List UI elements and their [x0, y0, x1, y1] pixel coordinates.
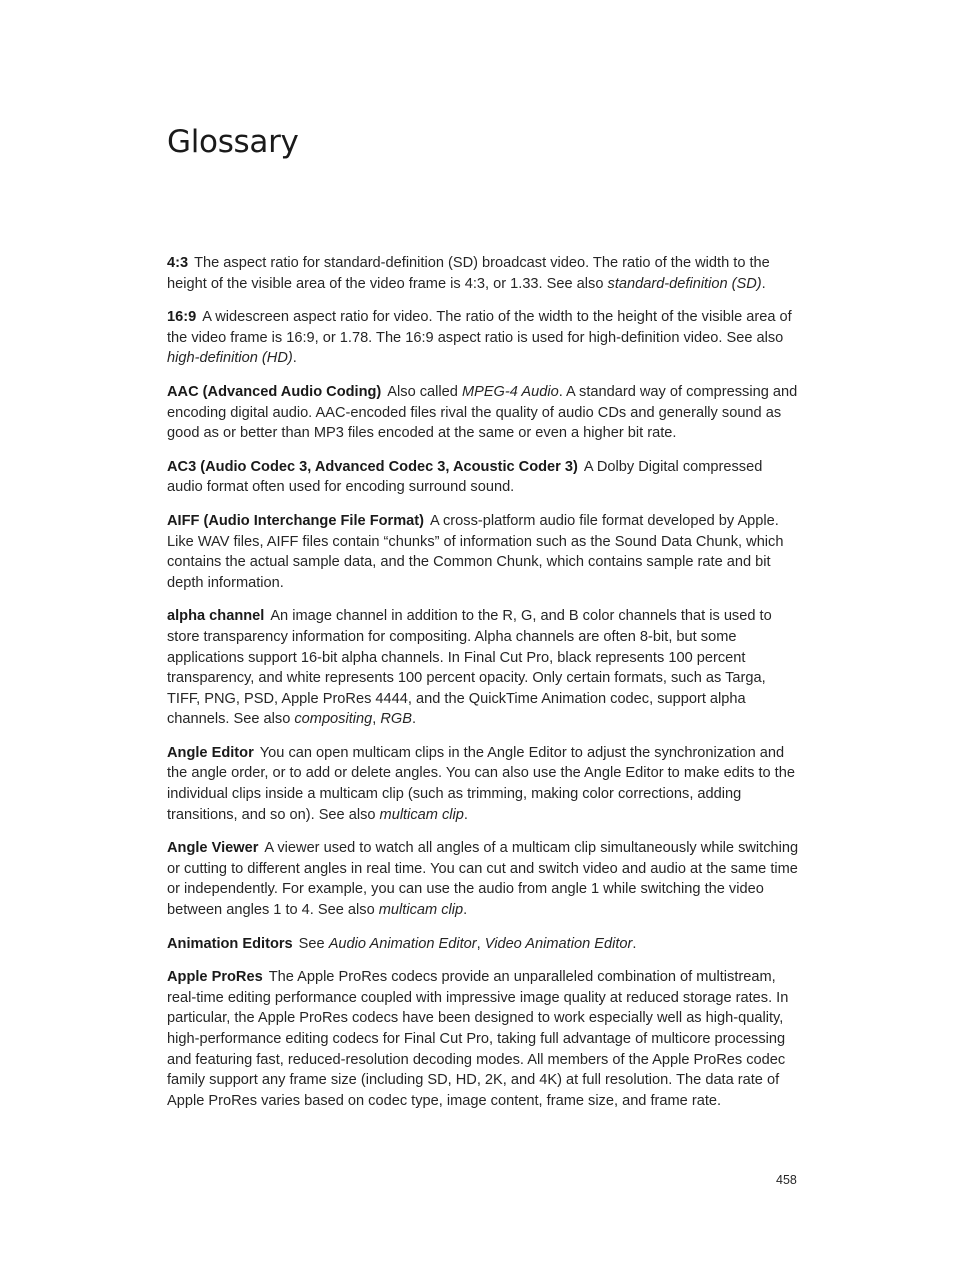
- glossary-term: 4:3: [167, 255, 189, 271]
- glossary-entry: [167, 511, 799, 593]
- definition-text: ,: [476, 935, 485, 952]
- definition-text: The aspect ratio for standard-definition (SD) broadcast video. The ratio of the width to the height of the visible area of the video frame is 4:3, or 1.33. See also: [167, 255, 770, 292]
- cross-reference: Video Animation Editor: [484, 935, 633, 952]
- definition-text: . A standard way of compressing and encoding digital audio. AAC-encoded files rival the quality of audio CDs and generally sound as good as or better than MP3 files encoded at the same or even a higher bit rate.: [167, 383, 798, 442]
- definition-text: .: [292, 350, 297, 367]
- glossary-term: 16:9: [167, 309, 197, 326]
- glossary-term: Angle Viewer: [167, 840, 259, 857]
- definition-text: .: [761, 275, 766, 292]
- cross-reference: RGB: [380, 711, 412, 728]
- definition-text: An image channel in addition to the R, G, and B color channels that is used to store transparency information for compositing. Alpha channels are often 8-bit, but some applications support 16-bit alpha channels. In Final Cut Pro, black represents 100 percent transparency, and white represents 100 percent opacity. Only certain formats, such as Targa, TIFF, PNG, PSD, Apple ProRes 4444, and the QuickTime Animation codec, support alpha channels. See also: [167, 608, 772, 728]
- cross-reference: standard-definition (SD): [607, 275, 762, 292]
- definition-text: You can open multicam clips in the Angle Editor to adjust the synchronization and the angle order, or to add or delete angles. You can also use the Angle Editor to make edits to the individual clips inside a multicam clip (such as trimming, making color corrections, adding transitions, and so on). See also: [167, 744, 795, 823]
- glossary-entry: [167, 307, 799, 369]
- glossary-term: AAC (Advanced Audio Coding): [167, 383, 382, 400]
- definition-text: A cross-platform audio file format developed by Apple. Like WAV files, AIFF files contain “chunks” of information such as the Sound Data Chunk, which contains the actual sample data, and the Common Chunk, which contains sample rate and bit depth information.: [167, 512, 784, 591]
- glossary-term: alpha channel: [167, 608, 265, 625]
- cross-reference: multicam clip: [379, 806, 464, 823]
- glossary-entry: [167, 743, 799, 825]
- glossary-term: Apple ProRes: [167, 969, 263, 986]
- cross-reference: multicam clip: [378, 902, 464, 919]
- page-number: 458: [776, 1173, 797, 1187]
- glossary-term: AC3 (Audio Codec 3, Advanced Codec 3, Acoustic Coder 3): [167, 458, 578, 475]
- definition-text: ,: [372, 711, 381, 728]
- definition-text: .: [411, 711, 417, 728]
- glossary-entry: [167, 934, 799, 955]
- definition-text: .: [463, 902, 468, 919]
- glossary-entry: [167, 457, 799, 498]
- glossary-entry: [167, 838, 799, 920]
- definition-text: Also called: [387, 383, 462, 400]
- cross-reference: high-definition (HD): [167, 350, 293, 367]
- definition-text: .: [632, 935, 637, 952]
- glossary-term: Animation Editors: [167, 935, 293, 952]
- definition-text: The Apple ProRes codecs provide an unparalleled combination of multistream, real-time editing performance coupled with impressive image quality at reduced storage rates. In particular, the Apple ProRes codecs have been designed to work especially well as high-quality, high-performance editing codecs for Final Cut Pro, taking full advantage of multicore processing and featuring fast, reduced-resolution decoding modes. All members of the Apple ProRes codec family support any frame size (including SD, HD, 2K, and 4K) at full resolution. The data rate of Apple ProRes varies based on codec type, image content, frame size, and frame rate.: [167, 969, 789, 1109]
- cross-reference: compositing: [294, 711, 373, 728]
- definition-text: A viewer used to watch all angles of a multicam clip simultaneously while switching or cutting to different angles in real time. You can cut and switch video and audio at the same time or independently. For example, you can use the audio from angle 1 while switching the video between angles 1 to 4. See also: [167, 840, 799, 919]
- definition-text: A Dolby Digital compressed audio format often used for encoding surround sound.: [167, 458, 763, 496]
- glossary-list: [167, 253, 799, 1124]
- page-title: Glossary: [167, 124, 299, 160]
- glossary-term: AIFF (Audio Interchange File Format): [167, 512, 425, 529]
- glossary-entry: [167, 253, 799, 294]
- glossary-entry: [167, 382, 799, 444]
- cross-reference: MPEG-4 Audio: [461, 383, 559, 400]
- definition-text: See: [298, 935, 329, 952]
- glossary-entry: [167, 967, 799, 1111]
- glossary-term: Angle Editor: [167, 744, 254, 761]
- cross-reference: Audio Animation Editor: [328, 935, 477, 952]
- definition-text: A widescreen aspect ratio for video. The ratio of the width to the height of the visible area of the video frame is 16:9, or 1.78. The 16:9 aspect ratio is used for high-definition video. See also: [167, 309, 792, 346]
- glossary-entry: [167, 606, 799, 730]
- definition-text: .: [463, 806, 468, 823]
